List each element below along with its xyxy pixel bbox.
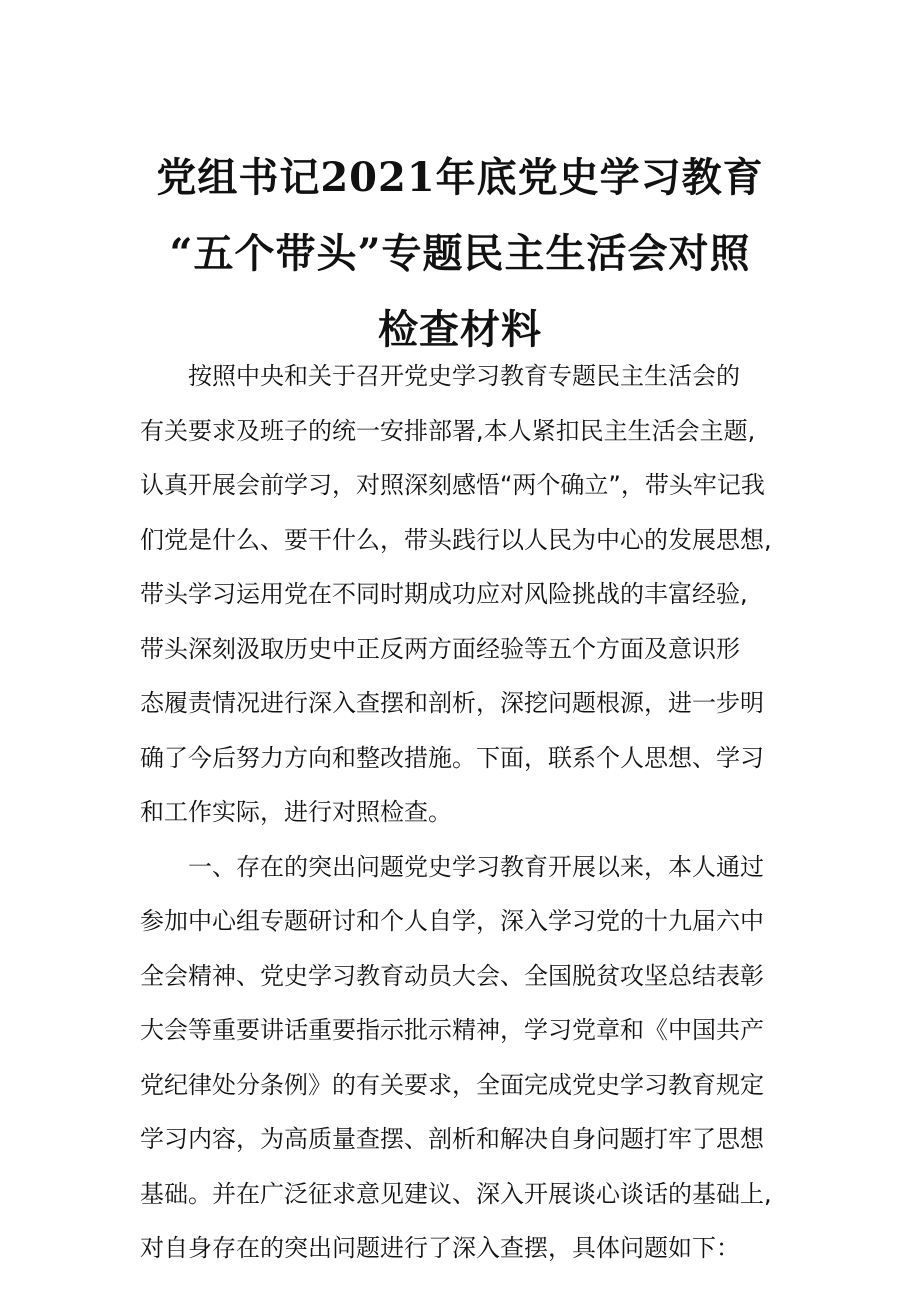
paragraph-line: 大会等重要讲话重要指示批示精神，学习党章和《中国共产 <box>140 1016 764 1044</box>
title-line-2: “五个带头”专题民主生活会对照 <box>169 230 751 277</box>
paragraph-problems <box>140 840 780 1276</box>
document-body <box>140 349 780 1276</box>
paragraph-line: 一、存在的突出问题党史学习教育开展以来，本人通过 <box>188 852 764 881</box>
title-line-3: 检查材料 <box>378 306 542 353</box>
paragraph-line: 党纪律处分条例》的有关要求，全面完成党史学习教育规定 <box>140 1070 764 1099</box>
paragraph-line: 确了今后努力方向和整改措施。下面，联系个人思想、学习 <box>140 743 764 772</box>
paragraph-line: 按照中央和关于召开党史学习教育专题民主生活会的 <box>188 362 740 390</box>
paragraph-line: 全会精神、党史学习教育动员大会、全国脱贫攻坚总结表彰 <box>140 961 764 990</box>
paragraph-line: 有关要求及班子的统一安排部署,本人紧扣民主生活会主题, <box>140 416 756 445</box>
paragraph-line: 学习内容，为高质量查摆、剖析和解决自身问题打牢了思想 <box>140 1125 764 1153</box>
paragraph-intro <box>140 349 780 840</box>
paragraph-line: 和工作实际，进行对照检查。 <box>140 798 452 826</box>
paragraph-line: 们党是什么、要干什么，带头践行以人民为中心的发展思想, <box>140 525 772 554</box>
title-line-1: 党组书记2021年底党史学习教育 <box>156 154 764 201</box>
paragraph-line: 对自身存在的突出问题进行了深入查摆，具体问题如下： <box>140 1234 740 1262</box>
paragraph-line: 态履责情况进行深入查摆和剖析，深挖问题根源，进一步明 <box>140 689 764 717</box>
paragraph-line: 参加中心组专题研讨和个人自学，深入学习党的十九届六中 <box>140 907 764 935</box>
paragraph-line: 带头深刻汲取历史中正反两方面经验等五个方面及意识形 <box>140 634 740 663</box>
document-title <box>100 140 820 368</box>
paragraph-line: 带头学习运用党在不同时期成功应对风险挑战的丰富经验, <box>140 580 748 608</box>
paragraph-line: 基础。并在广泛征求意见建议、深入开展谈心谈话的基础上, <box>140 1179 772 1208</box>
paragraph-line: 认真开展会前学习，对照深刻感悟“两个确立”，带头牢记我 <box>140 471 765 499</box>
